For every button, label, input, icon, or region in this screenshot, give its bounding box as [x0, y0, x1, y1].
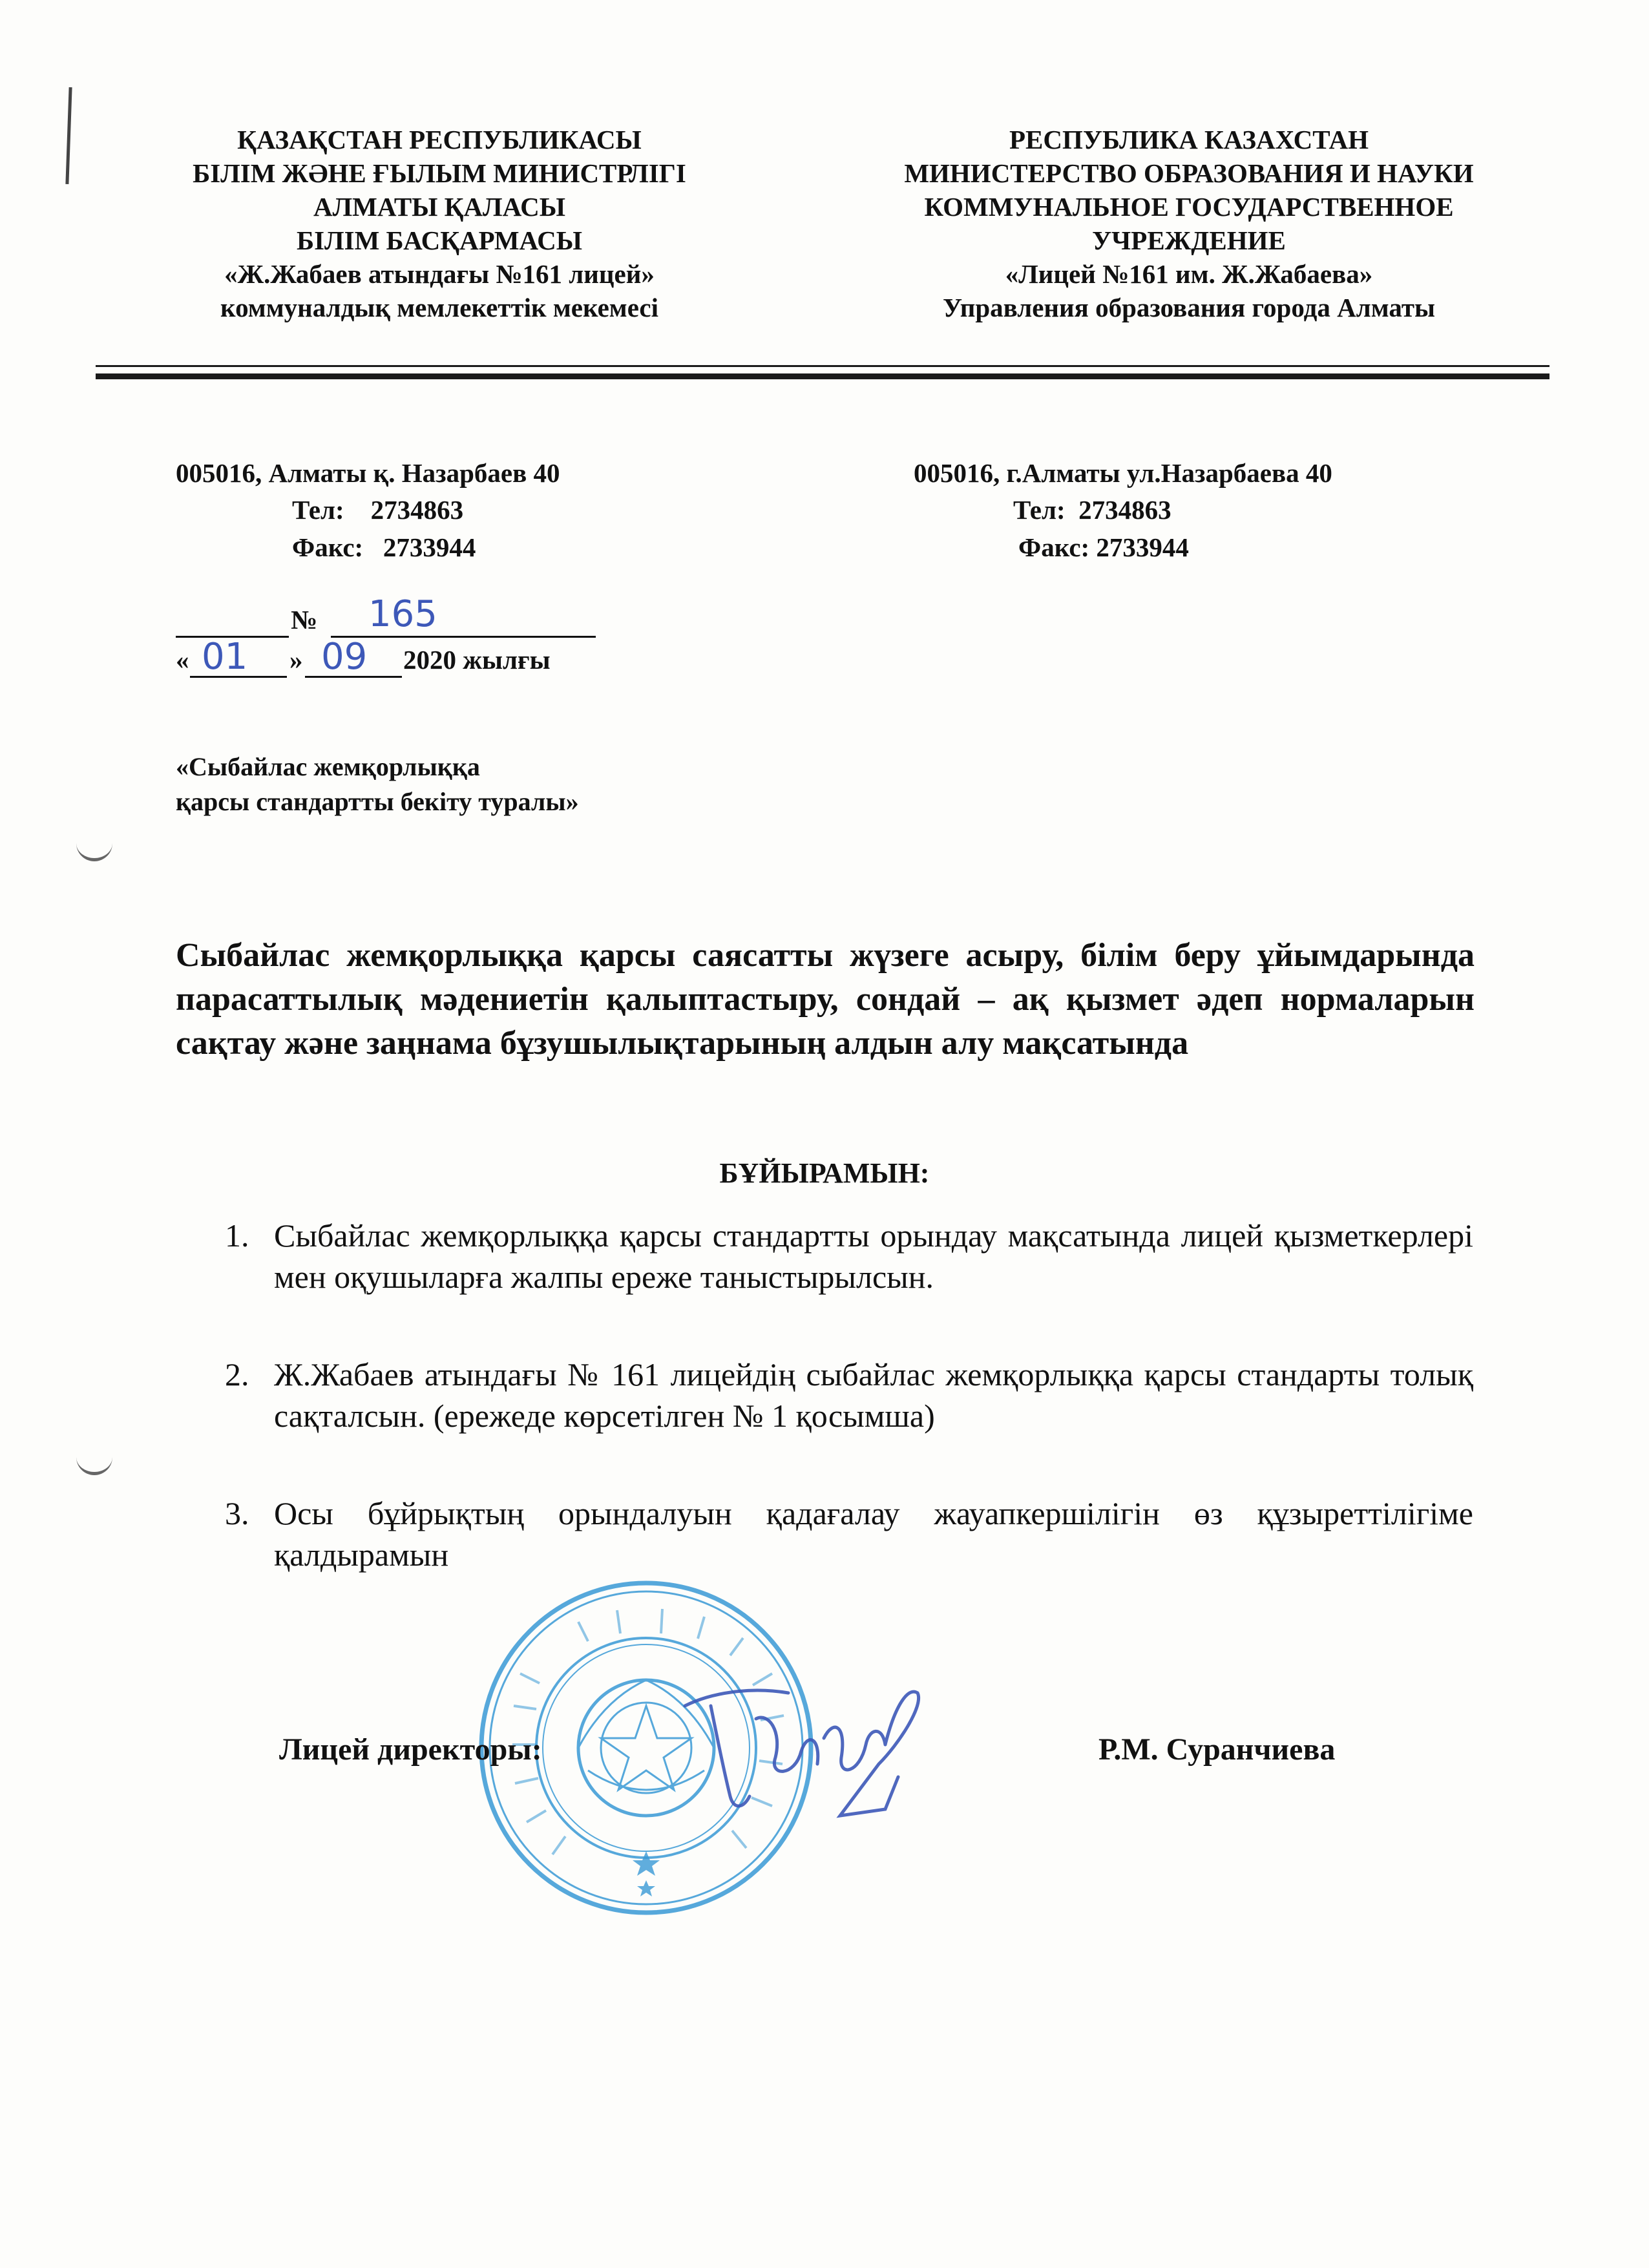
address-ru-fax: Факс: 2733944: [1018, 532, 1189, 562]
intro-paragraph: Сыбайлас жемқорлыққа қарсы саясатты жүзеге асыру, білім беру ұйымдарында парасаттылық мәдениетін қалыптастыру, сондай – ақ қызмет әдеп нормаларын сақтау және заңнама бұзушылықтарының алдын алу мақсатында: [176, 937, 1475, 1062]
signer-name: Р.М. Суранчиева: [1098, 1732, 1336, 1767]
reg-blank-right: [331, 636, 596, 638]
address-ru-tel: Тел: 2734863: [1013, 495, 1171, 525]
reg-date-row: [176, 636, 628, 682]
header-kz-line: АЛМАТЫ ҚАЛАСЫ: [313, 192, 566, 222]
header-ru-line: УЧРЕЖДЕНИЕ: [1092, 226, 1286, 255]
header-ru-line: «Лицей №161 им. Ж.Жабаева»: [1005, 259, 1373, 289]
header-kz-line: БІЛІМ БАСҚАРМАСЫ: [297, 226, 582, 255]
order-title: БҰЙЫРАМЫН:: [719, 1157, 930, 1189]
reg-number-label: №: [291, 605, 318, 635]
punch-hole-mark: [76, 1454, 112, 1475]
header-kz: [123, 123, 756, 324]
order-item: [225, 1354, 1473, 1438]
header-divider-thin: [96, 365, 1549, 367]
order-item-text: Ж.Жабаев атындағы № 161 лицейдің сыбайлас жемқорлыққа қарсы стандарты толық сақталсын. (ережеде көрсетілген № 1 қосымша): [274, 1356, 1473, 1434]
order-item-text: Сыбайлас жемқорлыққа қарсы стандартты орындау мақсатында лицей қызметкерлері мен оқушыларға жалпы ереже таныстырылсын.: [274, 1217, 1473, 1295]
address-ru-line: 005016, г.Алматы ул.Назарбаева 40: [914, 458, 1332, 488]
header-ru-line: РЕСПУБЛИКА КАЗАХСТАН: [1009, 125, 1369, 154]
header-divider-thick: [96, 373, 1549, 379]
date-open-quote: «: [176, 645, 189, 675]
margin-mark: [65, 87, 72, 184]
header-ru-line: КОММУНАЛЬНОЕ ГОСУДАРСТВЕННОЕ: [924, 192, 1454, 222]
header-kz-line: «Ж.Жабаев атындағы №161 лицей»: [224, 259, 655, 289]
header-kz-line: ҚАЗАҚСТАН РЕСПУБЛИКАСЫ: [237, 125, 642, 154]
order-item-number: 2.: [225, 1356, 249, 1392]
signature-scribble: [672, 1667, 943, 1861]
order-item-number: 1.: [225, 1217, 249, 1254]
address-kz-fax: Факс: 2733944: [292, 532, 476, 562]
header-kz-line: БІЛІМ ЖӘНЕ ҒЫЛЫМ МИНИСТРЛІГІ: [193, 158, 686, 188]
date-year: 2020 жылғы: [403, 645, 551, 675]
reg-number-value: 165: [368, 593, 437, 635]
address-kz-tel: Тел: 2734863: [292, 495, 464, 525]
signer-position: Лицей директоры:: [279, 1732, 542, 1767]
header-kz-line: коммуналдық мемлекеттік мекемесі: [220, 293, 658, 322]
date-month: 09: [321, 636, 368, 678]
order-item-text: Осы бұйрықтың орындалуын қадағалау жауапкершілігін өз құзыреттілігіме қалдырамын: [274, 1495, 1473, 1573]
punch-hole-mark: [76, 840, 112, 861]
header-ru: [853, 123, 1525, 324]
date-day: 01: [202, 636, 248, 678]
document-subject: [176, 750, 579, 819]
header-ru-line: МИНИСТЕРСТВО ОБРАЗОВАНИЯ И НАУКИ: [904, 158, 1474, 188]
header-ru-line: Управления образования города Алматы: [942, 293, 1436, 322]
date-close-quote: »: [289, 645, 303, 675]
subject-line-1: «Сыбайлас жемқорлыққа: [176, 752, 480, 781]
order-item: [225, 1215, 1473, 1299]
subject-line-2: қарсы стандартты бекіту туралы»: [176, 787, 579, 816]
order-item-number: 3.: [225, 1495, 249, 1531]
order-item: [225, 1493, 1473, 1577]
address-kz-line: 005016, Алматы қ. Назарбаев 40: [176, 458, 560, 488]
